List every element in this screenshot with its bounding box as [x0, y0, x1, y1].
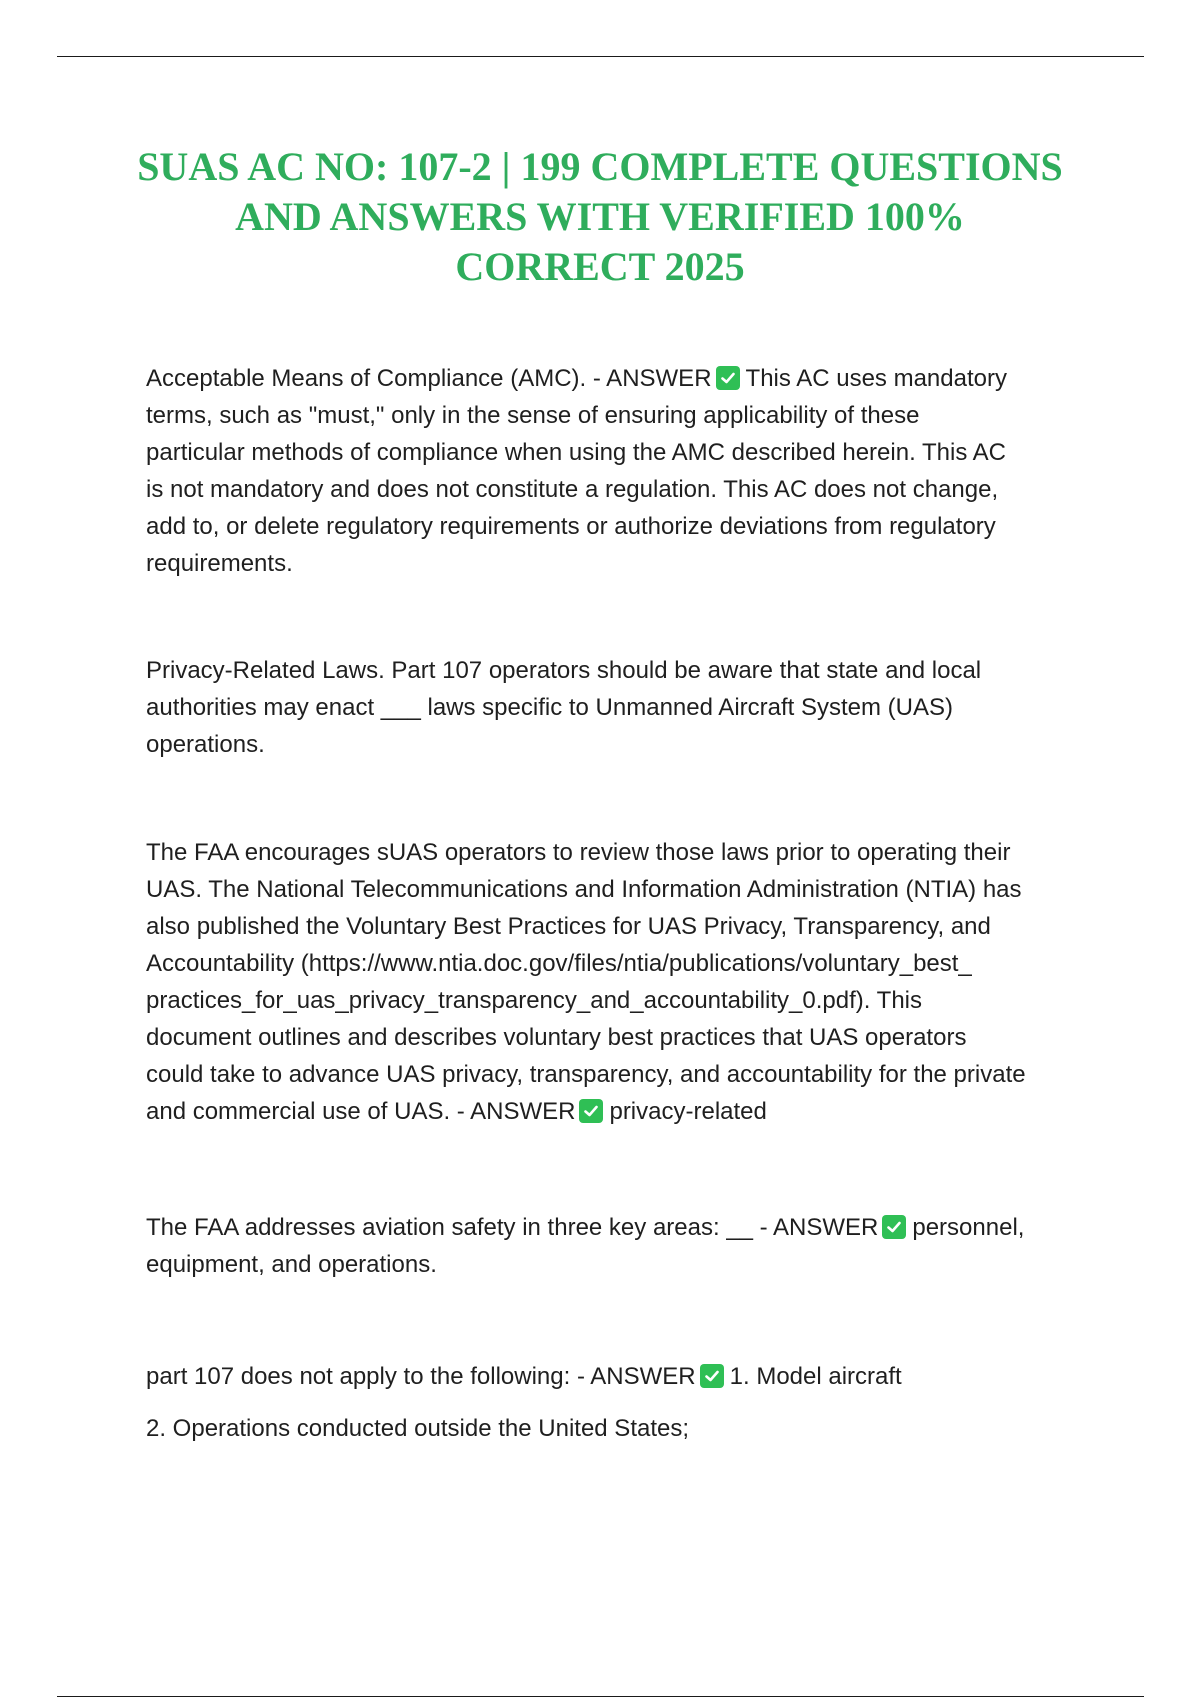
question-text: Acceptable Means of Compliance (AMC). - ANSWER	[146, 365, 712, 392]
qa-line	[146, 1358, 1102, 1395]
question-line: Privacy-Related Laws. Part 107 operators should be aware that state and local	[146, 657, 982, 684]
question-line: could take to advance UAS privacy, transparency, and accountability for the private	[146, 1061, 1026, 1088]
question-line: operations.	[146, 731, 265, 758]
question-line: also published the Voluntary Best Practices for UAS Privacy, Transparency, and	[146, 913, 991, 940]
top-rule	[57, 56, 1144, 57]
checkmark-icon	[882, 1215, 906, 1239]
question-line: Accountability (https://www.ntia.doc.gov/files/ntia/publications/voluntary_best_	[146, 950, 972, 977]
title-line: SUAS AC NO: 107-2 | 199 COMPLETE QUESTIONS	[137, 144, 1063, 189]
answer-text: personnel,	[912, 1214, 1025, 1241]
qa-line	[146, 360, 1102, 397]
qa-item-privacy-question	[146, 652, 1102, 763]
question-text: part 107 does not apply to the following: - ANSWER	[146, 1363, 696, 1390]
qa-item-privacy-continuation	[146, 834, 1102, 1130]
question-line: document outlines and describes voluntary best practices that UAS operators	[146, 1024, 967, 1051]
question-line: practices_for_uas_privacy_transparency_and_accountability_0.pdf). This	[146, 987, 923, 1014]
answer-line: 2. Operations conducted outside the United States;	[146, 1415, 690, 1442]
answer-text: 1. Model aircraft	[729, 1363, 902, 1390]
qa-line	[146, 1209, 1102, 1246]
answer-text: This AC uses mandatory	[745, 365, 1007, 392]
qa-item-amc	[146, 360, 1102, 582]
checkmark-icon	[700, 1364, 724, 1388]
question-text: The FAA addresses aviation safety in three key areas: __ - ANSWER	[146, 1214, 879, 1241]
title-line: AND ANSWERS WITH VERIFIED 100%	[235, 194, 965, 239]
answer-line: add to, or delete regulatory requirements or authorize deviations from regulatory	[146, 513, 996, 540]
checkmark-icon	[579, 1099, 603, 1123]
answer-line: terms, such as "must," only in the sense of ensuring applicability of these	[146, 402, 920, 429]
answer-line: particular methods of compliance when using the AMC described herein. This AC	[146, 439, 1007, 466]
title-line: CORRECT 2025	[455, 244, 745, 289]
question-line: authorities may enact ___ laws specific to Unmanned Aircraft System (UAS)	[146, 694, 953, 721]
qa-item-part107	[146, 1358, 1102, 1395]
bottom-rule	[57, 1696, 1144, 1697]
question-line: UAS. The National Telecommunications and Information Administration (NTIA) has	[146, 876, 1022, 903]
qa-item-safety	[146, 1209, 1102, 1283]
answer-line: is not mandatory and does not constitute a regulation. This AC does not change,	[146, 476, 999, 503]
question-line: The FAA encourages sUAS operators to review those laws prior to operating their	[146, 839, 1011, 866]
answer-line: equipment, and operations.	[146, 1251, 437, 1278]
answer-text: privacy-related	[609, 1098, 767, 1125]
qa-item-part107-continued	[146, 1410, 1102, 1447]
checkmark-icon	[716, 366, 740, 390]
question-text: and commercial use of UAS. - ANSWER	[146, 1098, 576, 1125]
answer-line: requirements.	[146, 550, 293, 577]
qa-line	[146, 1093, 1102, 1130]
page-title	[100, 142, 1100, 292]
